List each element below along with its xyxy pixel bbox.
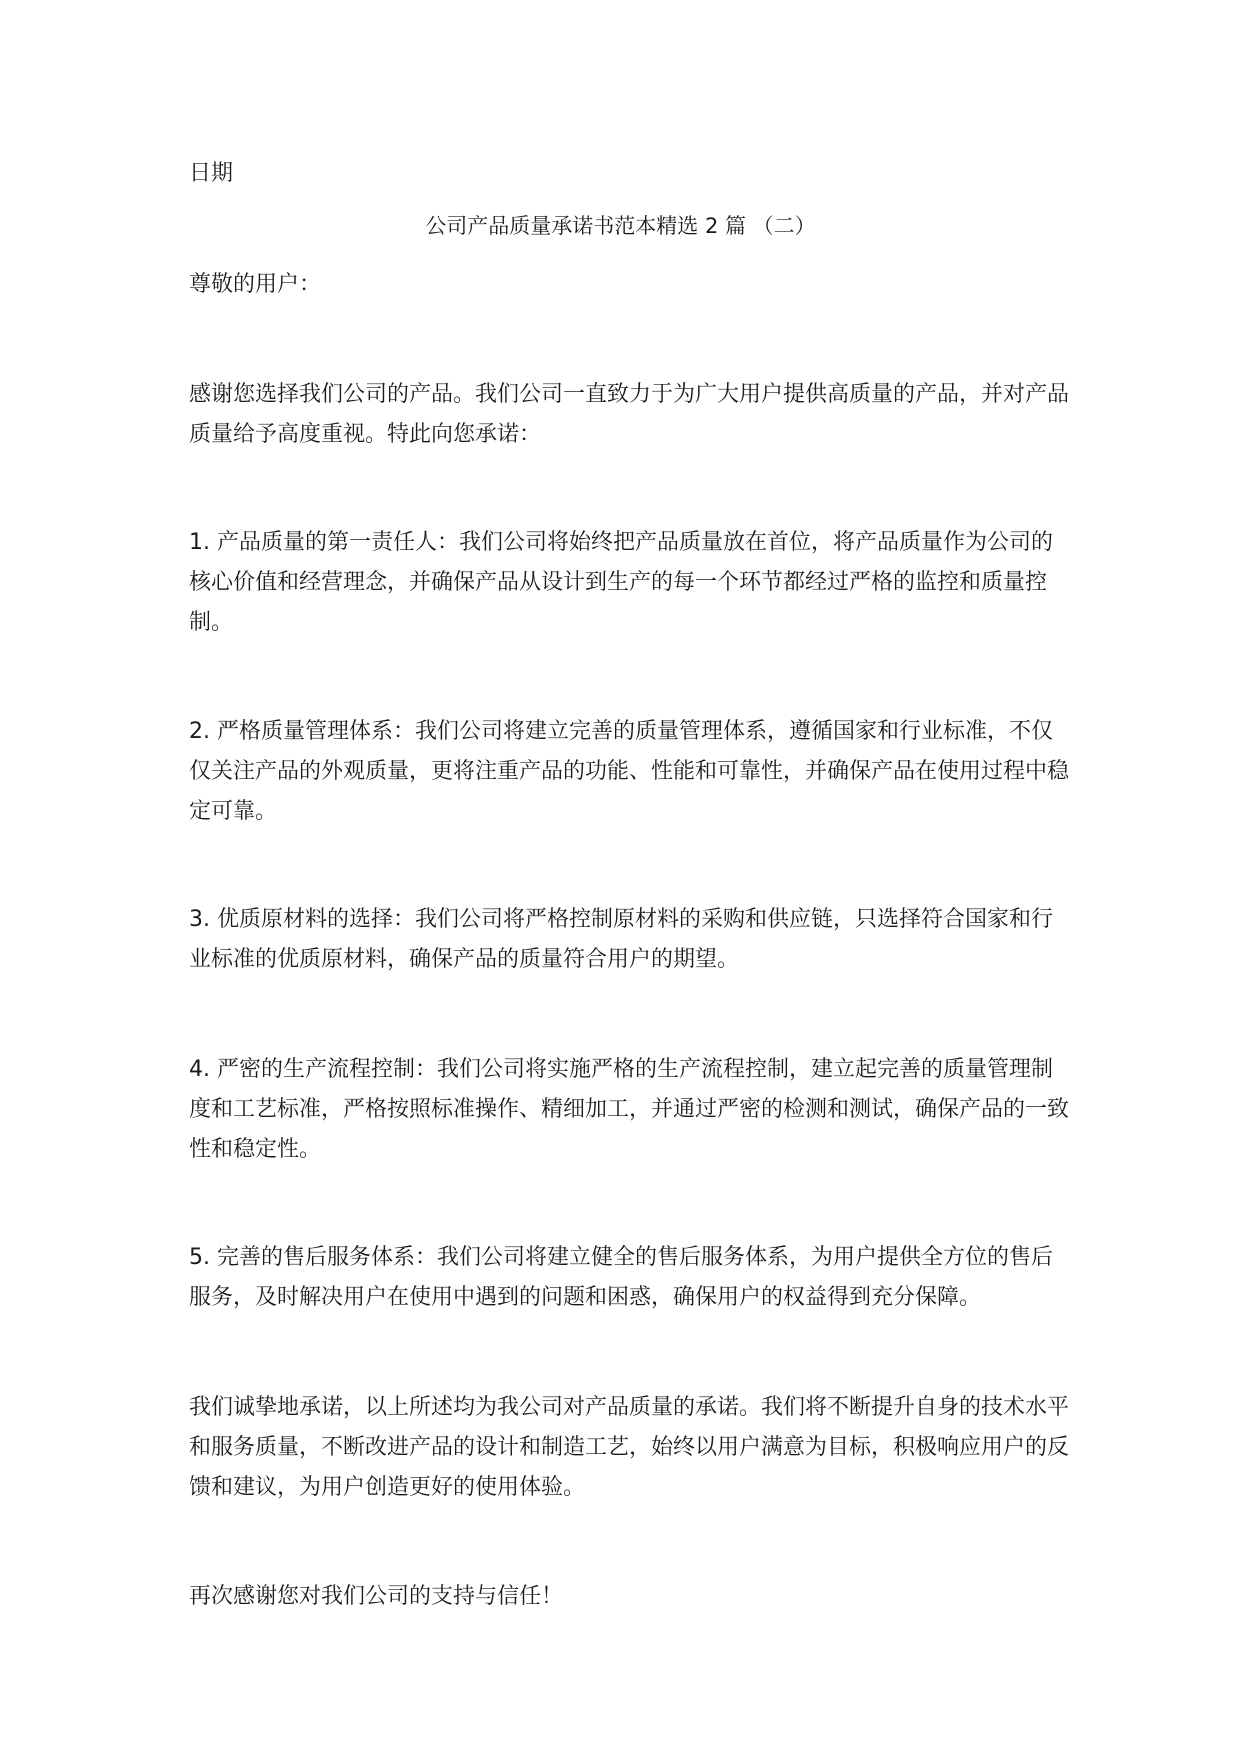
commitment-paragraph-4: 4. 严密的生产流程控制：我们公司将实施严格的生产流程控制，建立起完善的质量管理制度和工艺标准，严格按照标准操作、精细加工，并通过严密的检测和测试，确保产品的一致性和稳定性。 xyxy=(189,1057,1070,1162)
closing-paragraph: 我们诚挚地承诺，以上所述均为我公司对产品质量的承诺。我们将不断提升自身的技术水平和服务质量，不断改进产品的设计和制造工艺，始终以用户满意为目标，积极响应用户的反馈和建议，为用户创造更好的使用体验。 xyxy=(189,1395,1070,1500)
commitment-paragraph-2: 2. 严格质量管理体系：我们公司将建立完善的质量管理体系，遵循国家和行业标准，不仅仅关注产品的外观质量，更将注重产品的功能、性能和可靠性，并确保产品在使用过程中稳定可靠。 xyxy=(189,719,1070,824)
intro-paragraph: 感谢您选择我们公司的产品。我们公司一直致力于为广大用户提供高质量的产品，并对产品质量给予高度重视。特此向您承诺： xyxy=(189,382,1070,447)
greeting: 尊敬的用户： xyxy=(189,272,322,297)
document-title: 公司产品质量承诺书范本精选 2 篇 （二） xyxy=(425,214,816,238)
commitment-paragraph-3: 3. 优质原材料的选择：我们公司将严格控制原材料的采购和供应链，只选择符合国家和行业标准的优质原材料，确保产品的质量符合用户的期望。 xyxy=(189,907,1053,972)
commitment-paragraph-5: 5. 完善的售后服务体系：我们公司将建立健全的售后服务体系，为用户提供全方位的售后服务，及时解决用户在使用中遇到的问题和困惑，确保用户的权益得到充分保障。 xyxy=(189,1245,1053,1310)
thanks-paragraph: 再次感谢您对我们公司的支持与信任！ xyxy=(189,1584,564,1609)
commitment-paragraph-1: 1. 产品质量的第一责任人：我们公司将始终把产品质量放在首位，将产品质量作为公司的核心价值和经营理念，并确保产品从设计到生产的每一个环节都经过严格的监控和质量控制。 xyxy=(189,530,1053,635)
date-label: 日期 xyxy=(189,161,234,186)
